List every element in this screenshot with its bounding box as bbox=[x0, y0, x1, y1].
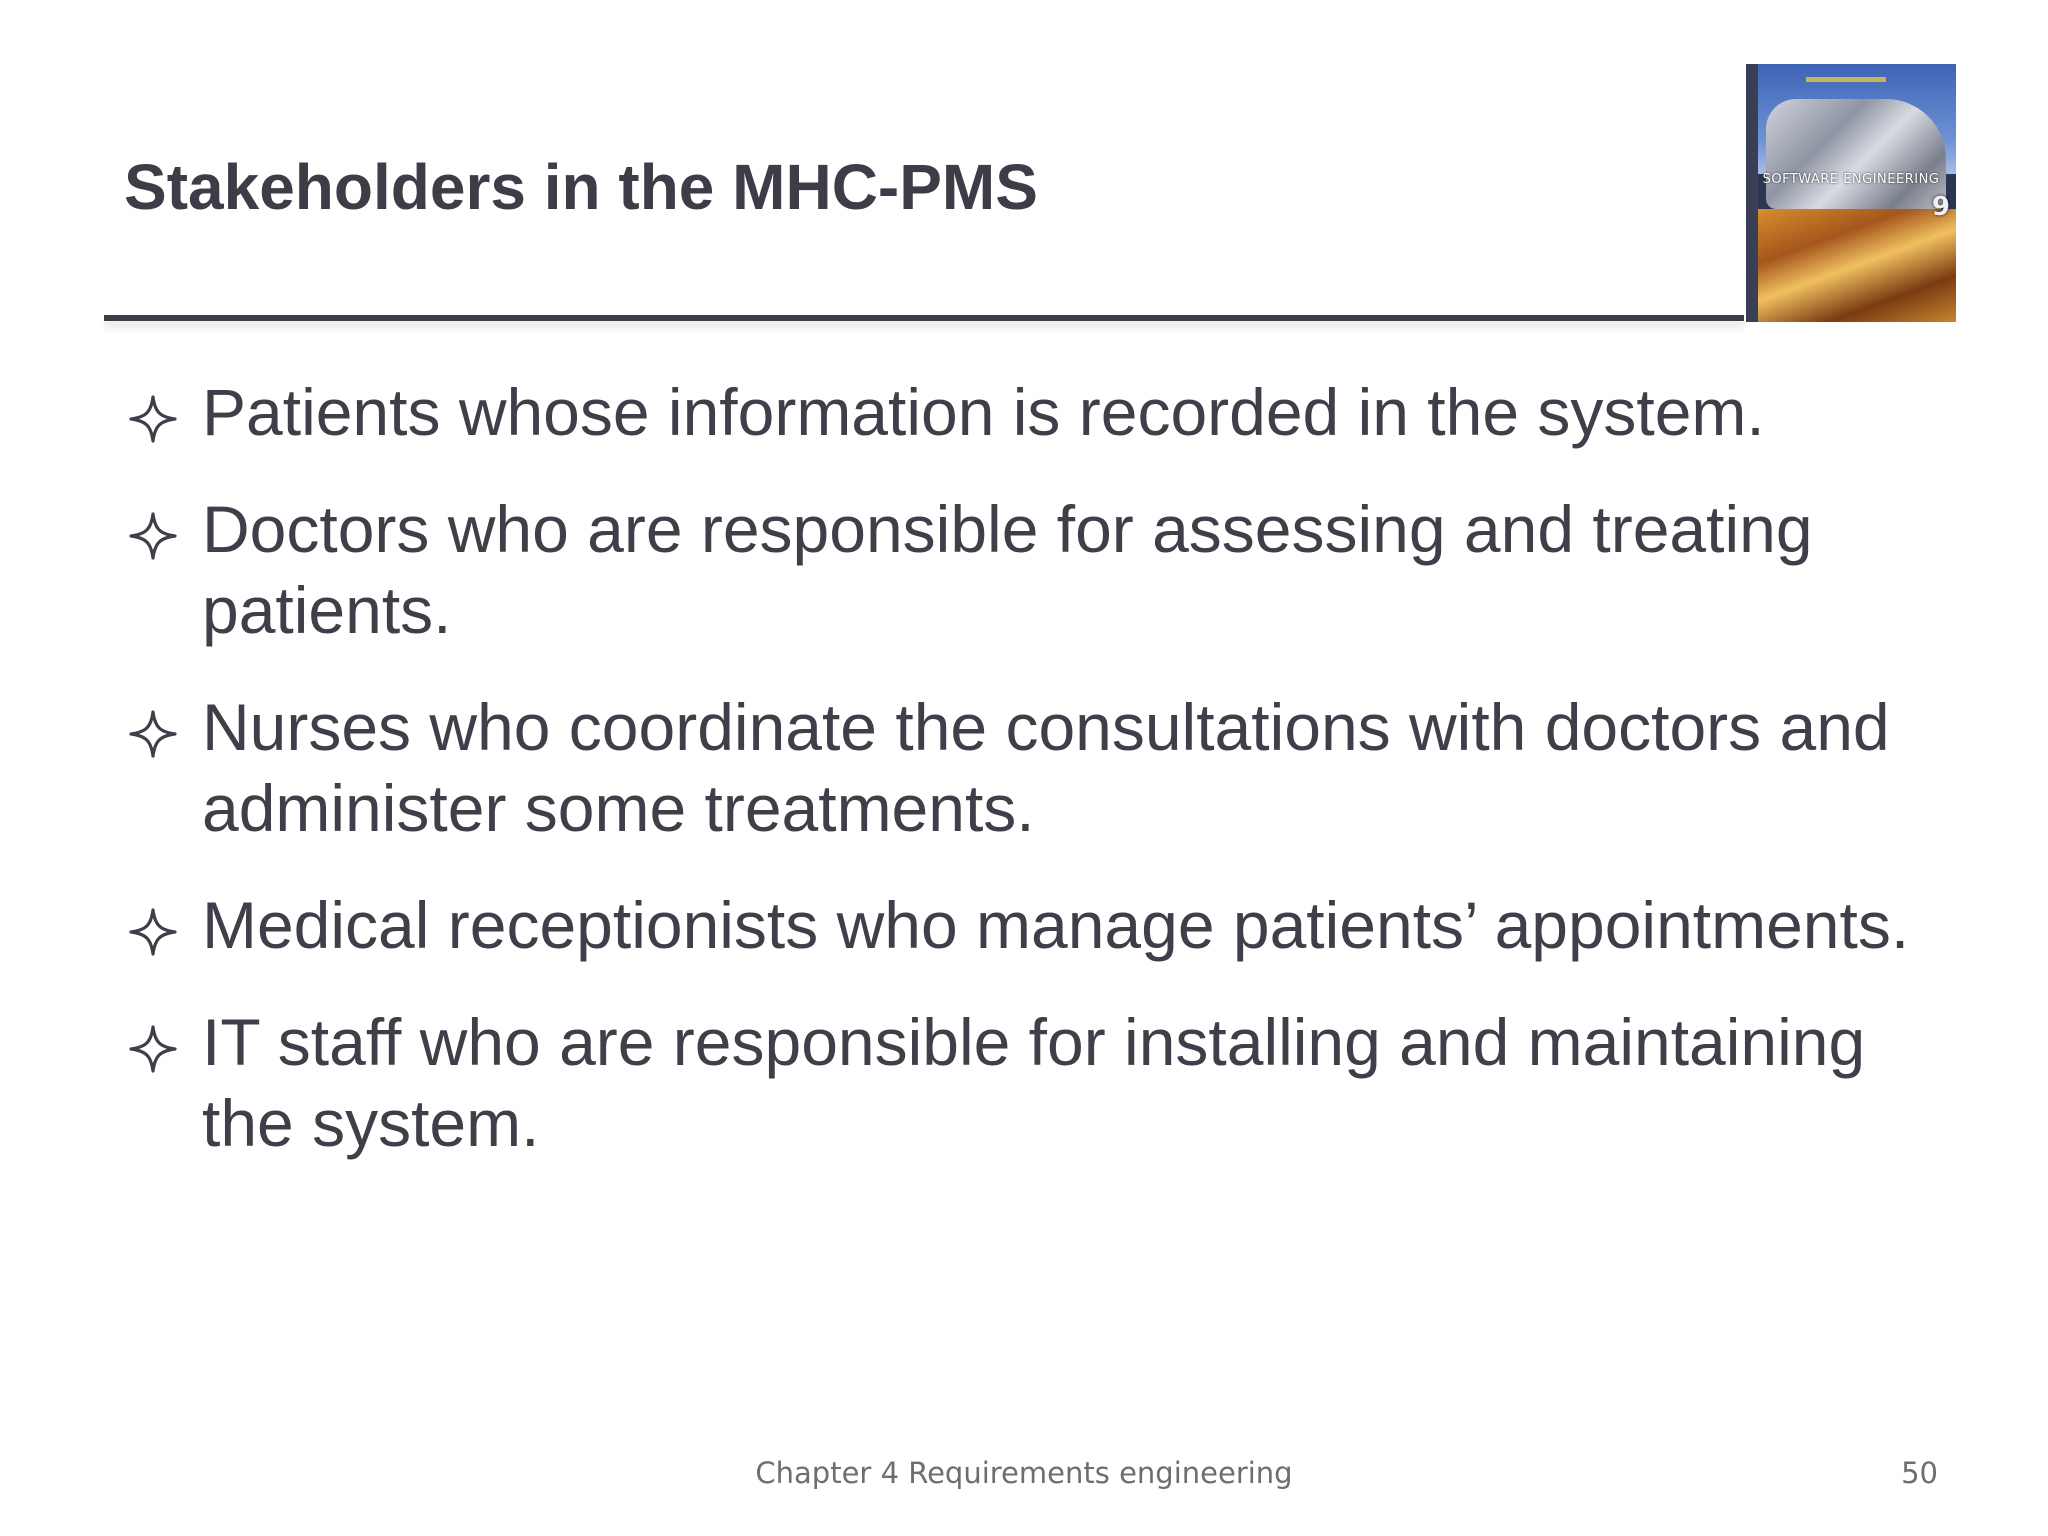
four-point-star-outline-icon bbox=[128, 511, 178, 561]
four-point-star-outline-icon bbox=[128, 394, 178, 444]
bullet-text: Doctors who are responsible for assessing and treating patients. bbox=[202, 492, 1813, 647]
bullet-text: Medical receptionists who manage patients’ appointments. bbox=[202, 888, 1910, 962]
cover-author-line bbox=[1806, 77, 1886, 82]
bullet-text: Nurses who coordinate the consultations with doctors and administer some treatments. bbox=[202, 690, 1890, 845]
bullet-list bbox=[128, 372, 1948, 1200]
cover-structure bbox=[1756, 209, 1956, 322]
cover-title: SOFTWARE ENGINEERING bbox=[1762, 172, 1940, 187]
four-point-star-outline-icon bbox=[128, 1024, 178, 1074]
bullet-item bbox=[128, 687, 1948, 849]
page-number: 50 bbox=[1901, 1456, 1938, 1490]
bullet-item bbox=[128, 885, 1948, 966]
cover-edition: 9 bbox=[1931, 192, 1950, 222]
cover-building bbox=[1766, 99, 1946, 209]
four-point-star-outline-icon bbox=[128, 709, 178, 759]
book-cover-image bbox=[1746, 64, 1956, 322]
four-point-star-outline-icon bbox=[128, 907, 178, 957]
cover-spine bbox=[1746, 64, 1758, 322]
footer-chapter: Chapter 4 Requirements engineering bbox=[755, 1456, 1293, 1490]
bullet-item bbox=[128, 1002, 1948, 1164]
title-divider bbox=[104, 315, 1744, 321]
bullet-text: IT staff who are responsible for installing and maintaining the system. bbox=[202, 1005, 1866, 1160]
bullet-text: Patients whose information is recorded in the system. bbox=[202, 375, 1765, 449]
bullet-item bbox=[128, 372, 1948, 453]
slide-title: Stakeholders in the MHC-PMS bbox=[124, 151, 1038, 223]
bullet-item bbox=[128, 489, 1948, 651]
